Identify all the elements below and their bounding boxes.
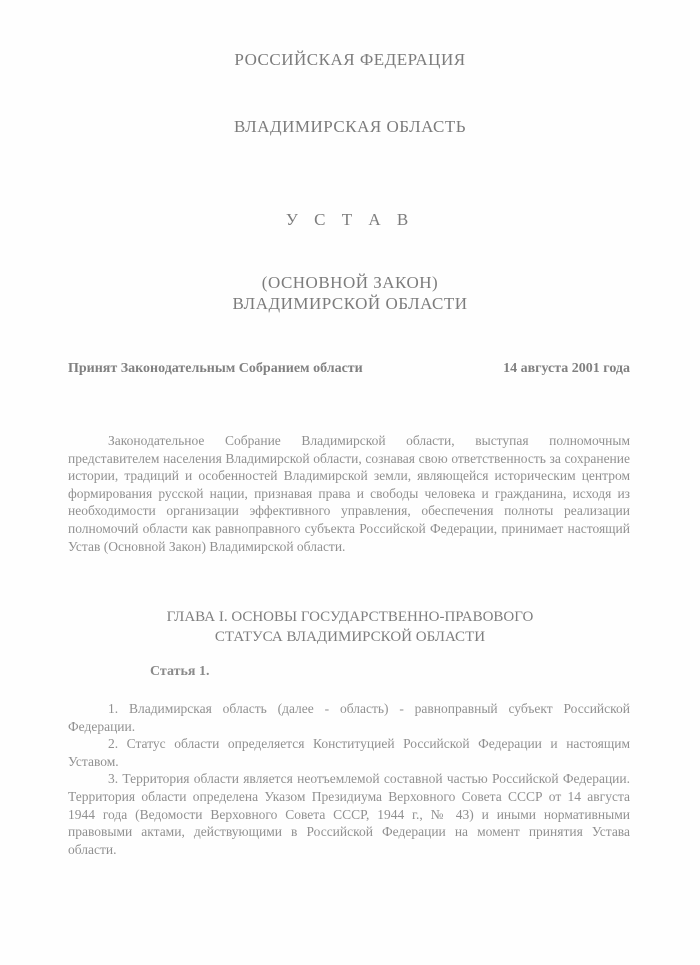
article-title: Статья 1. — [150, 664, 210, 679]
clause-2: 2. Статус области определяется Конституцией Российской Федерации и настоящим Уставом. — [68, 736, 630, 769]
adopted-by: Принят Законодательным Собранием области — [68, 361, 363, 376]
adoption-date: 14 августа 2001 года — [503, 361, 630, 376]
chapter-heading-line-2: СТАТУСА ВЛАДИМИРСКОЙ ОБЛАСТИ — [214, 629, 486, 645]
clause-3: 3. Территория области является неотъемлемой составной частью Российской Федерации. Территория области определена Указом Президиума Верховного Совета СССР от 14 августа 1944 года (Ведомости Верховного Совета СССР, 1944 г., № 43) и иными нормативными правовыми актами, действующими в Российской Федерации на момент принятия Устава области. — [68, 771, 630, 857]
chapter-heading-line-1: ГЛАВА I. ОСНОВЫ ГОСУДАРСТВЕННО-ПРАВОВОГО — [166, 609, 534, 625]
article-clauses — [68, 700, 630, 858]
header-region: ВЛАДИМИРСКАЯ ОБЛАСТЬ — [233, 117, 467, 136]
subtitle-line-2: ВЛАДИМИРСКОЙ ОБЛАСТИ — [232, 294, 468, 313]
chapter-heading — [0, 607, 700, 647]
preamble-paragraph: Законодательное Собрание Владимирской области, выступая полномочным представителем населения Владимирской области, сознавая свою ответственность за сохранение истории, традиций и особенностей Владимирской земли, являющейся историческим центром формирования русской нации, признавая права и свободы человека и гражданина, исходя из необходимости организации эффективного управления, обеспечения полноты реализации полномочий области как равноправного субъекта Российской Федерации, принимает настоящий Устав (Основной Закон) Владимирской области. — [68, 433, 630, 554]
clause-1: 1. Владимирская область (далее - область) - равноправный субъект Российской Федерации. — [68, 701, 630, 734]
subtitle-line-1: (ОСНОВНОЙ ЗАКОН) — [261, 273, 439, 292]
document-subtitle — [0, 272, 700, 314]
document-title: У С Т А В — [285, 210, 415, 229]
header-country: РОССИЙСКАЯ ФЕДЕРАЦИЯ — [234, 50, 466, 69]
